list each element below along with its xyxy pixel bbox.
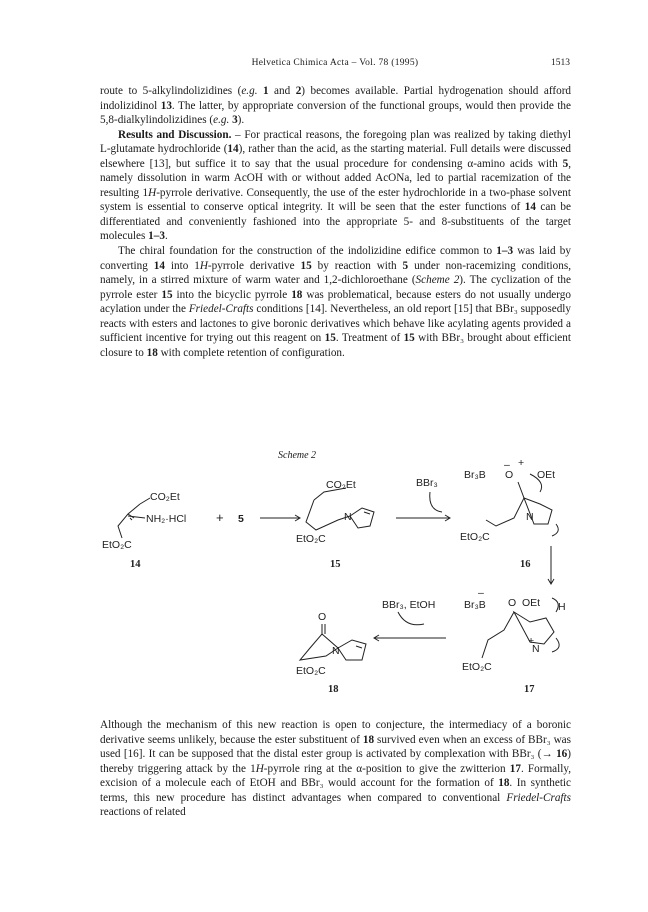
compound-16-plus: + — [518, 457, 525, 469]
paragraph-results — [100, 128, 571, 244]
compound-17-oet: OEt — [522, 597, 541, 609]
compound-17-structure — [462, 587, 566, 695]
compound-17-oxygen: O — [508, 597, 517, 609]
para4-run: Friedel-Crafts — [506, 791, 571, 804]
compound-label-16: 16 — [520, 559, 531, 570]
compound-14-structure — [102, 491, 186, 570]
para4-run: . In synthetic terms, this new procedure has distinct advantages when compared to conventional — [100, 777, 571, 804]
paragraph-chiral-foundation — [100, 244, 571, 360]
compound-14-eto2c: EtO₂C — [102, 539, 132, 551]
para3-run: . Treatment of — [335, 332, 404, 345]
para3-run: with BBr₃ brought about efficient closure to — [100, 332, 571, 359]
para4-run: survived even when an excess of BBr₃ was used [16]. It can be supposed that the distal ester group is activated by complexation with BBr₃ (→ — [100, 733, 572, 761]
paragraph-intro — [100, 84, 571, 128]
compound-17-eto2c: EtO₂C — [462, 661, 492, 673]
compound-16-oet: OEt — [537, 469, 556, 481]
para2-run: H — [148, 186, 157, 199]
compound-16-eto2c: EtO₂C — [460, 531, 490, 543]
compound-14-ester: CO₂Et — [150, 491, 180, 503]
compound-15-structure — [296, 479, 374, 570]
compound-18-eto2c: EtO₂C — [296, 665, 326, 677]
para4-run: Although the mechanism of this new reaction is open to conjecture, the intermediacy of a boronic derivative seems unlikely, because the ester substituent of — [100, 719, 571, 746]
para3-run: -pyrrole derivative — [207, 259, 301, 272]
para3-run: 14 — [153, 259, 165, 272]
para4-run: 18 — [362, 733, 375, 746]
para3-run: by reaction with — [311, 259, 403, 272]
para3-run: into the bicyclic pyrrole — [172, 288, 292, 301]
para2-run: . — [164, 230, 168, 243]
para4-run: ) thereby triggering attack by the 1 — [100, 748, 571, 775]
para3-run: into 1 — [164, 259, 200, 272]
para2-run: -pyrrole derivative. Consequently, the use of the ester hydrochloride in a two-phase solvent system is essential to conserve optical integrity. It will be seen that the ester functions of — [100, 186, 571, 214]
compound-15-nitrogen: N — [344, 511, 352, 523]
para4-run: H — [255, 762, 264, 775]
para2-run: – For practical reasons, the foregoing plan was realized by taking diethyl L-glutamate hydrochloride ( — [100, 128, 571, 156]
reagent-bbr3-etoh: BBr₃, EtOH — [382, 599, 436, 611]
compound-18-oxygen: O — [318, 611, 327, 623]
para3-run: 15 — [403, 332, 415, 345]
compound-16-minus: – — [504, 459, 510, 471]
body-text-top — [100, 84, 571, 360]
para3-run: H — [199, 259, 208, 272]
para4-run: 17 — [509, 762, 521, 775]
para1-run: e.g. — [241, 85, 258, 97]
para3-run: The chiral foundation for the construction of the indolizidine edifice common to — [118, 245, 497, 258]
para3-run: Scheme 2 — [415, 274, 460, 287]
compound-17-plus: + — [528, 635, 535, 647]
para4-run: reactions of related — [100, 806, 186, 819]
journal-title: Helvetica Chimica Acta – Vol. 78 (1995) — [251, 58, 419, 68]
compound-14-amine: NH₂·HCl — [146, 513, 187, 525]
compound-16-br3b: Br₃B — [464, 469, 486, 481]
compound-15-ester: CO₂Et — [326, 479, 356, 491]
para1-run: 13 — [160, 99, 172, 112]
para4-run: 16 — [556, 748, 568, 761]
para2-run: ), rather than the acid, as the starting material. Full details were discussed elsewhere [13], but suffice it to say that the usual procedure for condensing α-amino acids with — [100, 143, 571, 170]
para3-run: under non-racemizing conditions, namely, in a stirred mixture of warm water and 1,2-dichloroethane ( — [100, 259, 572, 287]
para2-run: 14 — [227, 143, 239, 156]
para1-run: . The latter, by appropriate conversion of the functional groups, would then provide the 5,8-dialkylindolizidines ( — [100, 99, 571, 127]
compound-17-nitrogen: N — [532, 643, 540, 655]
para2-run: 14 — [524, 201, 536, 214]
para4-run: 18 — [498, 777, 510, 790]
para2-run: Results and Discussion. — [118, 128, 232, 141]
page-number: 1513 — [551, 58, 570, 68]
paragraph-mechanism — [100, 718, 571, 820]
para1-run: and — [268, 85, 296, 97]
compound-16-structure — [460, 457, 558, 570]
para2-run: , namely dissolution in warm AcOH with or without added AcONa, led to partial racemization of the resulting 1 — [100, 157, 571, 199]
para1-run: route to 5-alkylindolizidines ( — [100, 85, 242, 97]
compound-label-15: 15 — [330, 559, 341, 570]
compound-17-minus: – — [478, 587, 484, 599]
para3-run: was laid by converting — [100, 245, 571, 272]
compound-18-structure — [296, 611, 366, 695]
para3-run: 18 — [291, 288, 303, 301]
para3-run: with complete retention of configuration. — [157, 346, 345, 359]
compound-label-17: 17 — [524, 684, 535, 695]
compound-15-eto2c: EtO₂C — [296, 533, 326, 545]
compound-18-nitrogen: N — [332, 645, 340, 657]
para2-run: can be differentiated and conveniently fashioned into the appropriate 5- and 8-substituents of the target molecules — [100, 201, 571, 243]
compound-label-14: 14 — [130, 559, 141, 570]
compound-17-hydrogen: H — [558, 601, 566, 613]
para3-run: 5 — [402, 259, 409, 272]
compound-16-nitrogen: N — [526, 511, 534, 523]
reagent-5: 5 — [238, 513, 244, 525]
compound-17-br3b: Br₃B — [464, 599, 486, 611]
para3-run: was problematical, because esters do not usually undergo acylation under the — [100, 288, 571, 316]
para3-run: 1–3 — [496, 245, 514, 258]
para3-run: Friedel-Crafts — [188, 303, 254, 316]
para1-run: 2 — [295, 85, 302, 97]
para1-run: e.g. — [213, 114, 230, 127]
running-header — [100, 58, 570, 72]
para3-run: 15 — [161, 288, 173, 301]
para3-run: 15 — [324, 332, 336, 345]
para3-run: 15 — [300, 259, 312, 272]
para1-run: 1 — [262, 85, 269, 97]
para4-run: . Formally, excision of a molecule each of EtOH and BBr₃ would account for the formation of — [100, 762, 571, 790]
reaction-scheme — [100, 457, 580, 695]
scheme-title: Scheme 2 — [278, 450, 317, 461]
body-text-bottom — [100, 718, 571, 820]
para1-run: 3 — [232, 114, 238, 127]
para1-run: ) becomes available. Partial hydrogenation should afford indolizidinol — [100, 85, 572, 112]
plus-sign: + — [216, 510, 224, 525]
compound-label-18: 18 — [328, 684, 339, 695]
para3-run: ). The cyclization of the pyrrole ester — [100, 274, 571, 301]
para1-run: ). — [237, 114, 245, 127]
para2-run: 1–3 — [148, 230, 165, 243]
para3-run: conditions [14]. Nevertheless, an old report [15] that BBr₃ supposedly reacts with esters and lactones to give boronic derivatives which behave like acylating agents provided a sufficient incentive for trying out this reagent on — [100, 303, 571, 345]
reagent-bbr3: BBr₃ — [416, 477, 438, 489]
para4-run: -pyrrole ring at the α-position to give the zwitterion — [263, 762, 510, 775]
para3-run: 18 — [146, 346, 158, 359]
para2-run: 5 — [562, 157, 569, 170]
compound-16-oxygen: O — [505, 469, 514, 481]
